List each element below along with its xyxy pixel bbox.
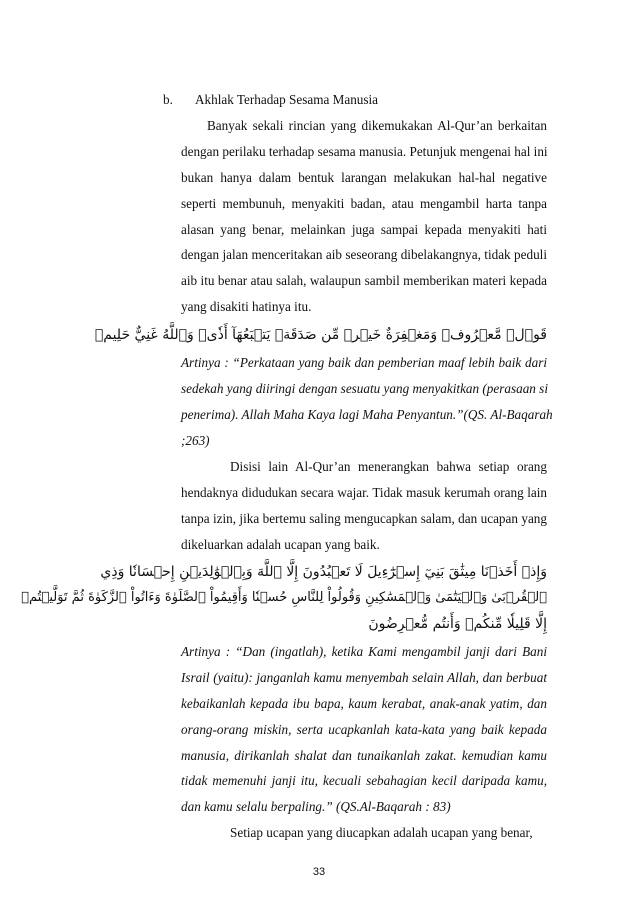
paragraph-1-line: alasan yang benar, melainkan juga sampai kepada menyakiti hati [181, 222, 547, 237]
paragraph-1-line: Banyak sekali rincian yang dikemukakan Al-Qur’an berkaitan [207, 118, 547, 133]
translation-2-line: kebaikanlah kepada ibu bapa, kaum kerabat, anak-anak yatim, dan [181, 696, 547, 711]
section-title: Akhlak Terhadap Sesama Manusia [195, 92, 379, 107]
translation-1-line: ;263) [181, 433, 210, 448]
paragraph-1-line: dengan perilaku terhadap sesama manusia. Petunjuk mengenai hal ini [181, 144, 548, 159]
translation-1-line: penerima). Allah Maha Kaya lagi Maha Penyantun.”(QS. Al-Baqarah [181, 407, 553, 422]
translation-2-line: Artinya : “Dan (ingatlah), ketika Kami mengambil janji dari Bani [181, 644, 547, 659]
paragraph-2-line: Disisi lain Al-Qur’an menerangkan bahwa setiap orang [230, 459, 547, 474]
translation-1-line: Artinya : “Perkataan yang baik dan pemberian maaf lebih baik dari [181, 355, 547, 370]
arabic-verse-2-line: ٱلۡقُرۡبَىٰ وَٱلۡيَتَٰمَىٰ وَٱلۡمَسَٰكِينِ وَقُولُواْ لِلنَّاسِ حُسۡنٗا وَأَقِيمُواْ ٱلصَّلَوٰةَ وَءَاتُواْ ٱلزَّكَوٰةَ ثُمَّ تَوَلَّيۡتُمۡ [21, 590, 547, 605]
arabic-verse-1: قَوۡلٞ مَّعۡرُوفٞ وَمَغۡفِرَةٌ خَيۡرٞ مِّن صَدَقَةٖ يَتۡبَعُهَآ أَذٗىۗ وَٱللَّهُ غَنِيٌّ حَلِيمٞ [94, 327, 547, 343]
section-label: b. [163, 92, 173, 107]
paragraph-1-line: aib itu benar atau salah, walaupun sambil memberikan materi kepada [181, 273, 547, 288]
translation-2-line: tidak memenuhi janji itu, kecuali sebahagian kecil daripada kamu, [181, 773, 547, 788]
translation-2-line: manusia, dirikanlah shalat dan tunaikanlah zakat. kemudian kamu [181, 748, 547, 763]
arabic-verse-2-line: وَإِذۡ أَخَذۡنَا مِيثَٰقَ بَنِيٓ إِسۡرَٰٓءِيلَ لَا تَعۡبُدُونَ إِلَّا ٱللَّهَ وَبِٱلۡوَٰلِدَيۡنِ إِحۡسَانٗا وَذِي [100, 564, 547, 580]
translation-1-line: sedekah yang diiringi dengan sesuatu yang menyakitkan (perasaan si [181, 381, 548, 396]
paragraph-2-line: dikeluarkan adalah ucapan yang baik. [181, 537, 380, 552]
translation-2-line: dan kamu selalu berpaling.” (QS.Al-Baqarah : 83) [181, 799, 451, 814]
paragraph-2-line: hendaknya didudukan secara wajar. Tidak masuk kerumah orang lain [181, 485, 547, 500]
paragraph-1-line: dengan jalan menceritakan aib seseorang dibelakangnya, tidak peduli [181, 247, 547, 262]
translation-2-line: orang-orang miskin, serta ucapkanlah kata-kata yang baik kepada [181, 722, 547, 737]
paragraph-1-line: bukan hanya dalam bentuk larangan melakukan hal-hal negative [181, 170, 547, 185]
paragraph-2-line: tanpa izin, jika bertemu saling mengucapkan salam, dan ucapan yang [181, 511, 547, 526]
section-heading [163, 91, 378, 109]
paragraph-1-line: yang disakiti hatinya itu. [181, 299, 312, 314]
translation-2-line: Israil (yaitu): janganlah kamu menyembah selain Allah, dan berbuat [181, 670, 547, 685]
page-number: 33 [312, 866, 326, 878]
arabic-verse-2-line: إِلَّا قَلِيلٗا مِّنكُمۡ وَأَنتُم مُّعۡرِضُونَ [368, 616, 547, 632]
paragraph-3-line: Setiap ucapan yang diucapkan adalah ucapan yang benar, [230, 825, 533, 840]
paragraph-1-line: seperti membunuh, menyakiti badan, atau mengambil harta tanpa [181, 196, 547, 211]
